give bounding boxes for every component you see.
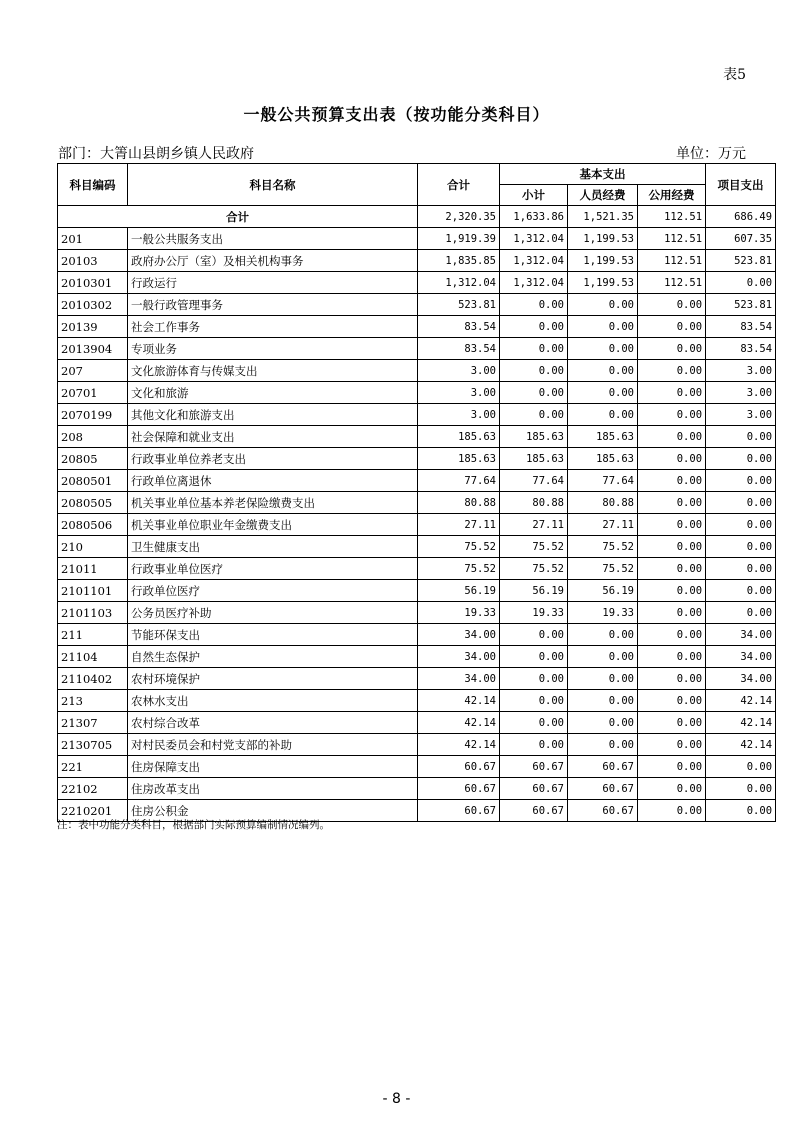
cell-project: 42.14 <box>706 712 776 734</box>
cell-code: 211 <box>58 624 128 646</box>
cell-name: 行政事业单位医疗 <box>128 558 418 580</box>
cell-personnel: 0.00 <box>568 624 638 646</box>
cell-name: 机关事业单位基本养老保险缴费支出 <box>128 492 418 514</box>
unit-label: 单位：万元 <box>676 146 746 162</box>
cell-subtotal: 60.67 <box>500 800 568 822</box>
page-number: - 8 - <box>382 1091 411 1107</box>
cell-total: 19.33 <box>418 602 500 624</box>
cell-subtotal: 75.52 <box>500 536 568 558</box>
cell-public: 0.00 <box>638 470 706 492</box>
table-row <box>58 228 776 250</box>
cell-name: 一般行政管理事务 <box>128 294 418 316</box>
cell-subtotal: 80.88 <box>500 492 568 514</box>
cell-project: 0.00 <box>706 800 776 822</box>
cell-public: 0.00 <box>638 404 706 426</box>
cell-name: 社会保障和就业支出 <box>128 426 418 448</box>
cell-project: 523.81 <box>706 294 776 316</box>
cell-subtotal: 0.00 <box>500 404 568 426</box>
table-row <box>58 536 776 558</box>
cell-total: 185.63 <box>418 448 500 470</box>
cell-public: 0.00 <box>638 316 706 338</box>
cell-public: 0.00 <box>638 778 706 800</box>
table-row <box>58 712 776 734</box>
cell-personnel: 0.00 <box>568 404 638 426</box>
cell-project: 0.00 <box>706 580 776 602</box>
cell-name: 政府办公厅（室）及相关机构事务 <box>128 250 418 272</box>
cell-total: 3.00 <box>418 360 500 382</box>
total-label: 合计 <box>58 206 418 228</box>
cell-public: 112.51 <box>638 250 706 272</box>
cell-project: 0.00 <box>706 756 776 778</box>
cell-total: 1,312.04 <box>418 272 500 294</box>
cell-project: 0.00 <box>706 492 776 514</box>
cell-total: 34.00 <box>418 668 500 690</box>
cell-subtotal: 27.11 <box>500 514 568 536</box>
cell-project: 34.00 <box>706 646 776 668</box>
table-row <box>58 778 776 800</box>
header-name: 科目名称 <box>128 164 418 206</box>
cell-name: 文化和旅游 <box>128 382 418 404</box>
cell-personnel: 75.52 <box>568 536 638 558</box>
table-row <box>58 558 776 580</box>
cell-total: 185.63 <box>418 426 500 448</box>
cell-personnel: 0.00 <box>568 338 638 360</box>
cell-code: 213 <box>58 690 128 712</box>
table-row <box>58 734 776 756</box>
table-row <box>58 382 776 404</box>
cell-name: 行政单位医疗 <box>128 580 418 602</box>
cell-code: 21011 <box>58 558 128 580</box>
cell-project: 34.00 <box>706 668 776 690</box>
table-row <box>58 756 776 778</box>
cell-total: 27.11 <box>418 514 500 536</box>
cell-personnel: 185.63 <box>568 448 638 470</box>
table-row <box>58 250 776 272</box>
cell-public: 0.00 <box>638 734 706 756</box>
table-row <box>58 272 776 294</box>
table-row <box>58 294 776 316</box>
cell-project: 34.00 <box>706 624 776 646</box>
cell-code: 2080505 <box>58 492 128 514</box>
cell-personnel: 75.52 <box>568 558 638 580</box>
header-code: 科目编码 <box>58 164 128 206</box>
cell-personnel: 0.00 <box>568 382 638 404</box>
header-total: 合计 <box>418 164 500 206</box>
cell-subtotal: 0.00 <box>500 294 568 316</box>
cell-code: 2070199 <box>58 404 128 426</box>
cell-project: 42.14 <box>706 734 776 756</box>
cell-project: 0.00 <box>706 778 776 800</box>
cell-subtotal: 0.00 <box>500 734 568 756</box>
cell-total: 60.67 <box>418 778 500 800</box>
cell-name: 行政事业单位养老支出 <box>128 448 418 470</box>
cell-public: 112.51 <box>638 228 706 250</box>
cell-code: 20139 <box>58 316 128 338</box>
cell-personnel: 0.00 <box>568 712 638 734</box>
table-row <box>58 360 776 382</box>
cell-total: 34.00 <box>418 624 500 646</box>
header-subtotal: 小计 <box>500 185 568 206</box>
cell-total: 3.00 <box>418 404 500 426</box>
cell-total: 60.67 <box>418 800 500 822</box>
cell-subtotal: 0.00 <box>500 338 568 360</box>
total-total: 2,320.35 <box>418 206 500 228</box>
cell-code: 20701 <box>58 382 128 404</box>
cell-public: 0.00 <box>638 712 706 734</box>
cell-personnel: 19.33 <box>568 602 638 624</box>
cell-total: 77.64 <box>418 470 500 492</box>
cell-name: 住房公积金 <box>128 800 418 822</box>
cell-total: 83.54 <box>418 316 500 338</box>
cell-code: 2130705 <box>58 734 128 756</box>
cell-project: 0.00 <box>706 448 776 470</box>
cell-subtotal: 77.64 <box>500 470 568 492</box>
cell-name: 机关事业单位职业年金缴费支出 <box>128 514 418 536</box>
cell-personnel: 27.11 <box>568 514 638 536</box>
cell-subtotal: 60.67 <box>500 778 568 800</box>
cell-total: 523.81 <box>418 294 500 316</box>
total-project: 686.49 <box>706 206 776 228</box>
table-row <box>58 514 776 536</box>
cell-total: 1,919.39 <box>418 228 500 250</box>
cell-subtotal: 0.00 <box>500 624 568 646</box>
cell-personnel: 185.63 <box>568 426 638 448</box>
cell-subtotal: 1,312.04 <box>500 250 568 272</box>
cell-public: 0.00 <box>638 690 706 712</box>
cell-personnel: 56.19 <box>568 580 638 602</box>
cell-total: 42.14 <box>418 734 500 756</box>
cell-name: 其他文化和旅游支出 <box>128 404 418 426</box>
cell-public: 0.00 <box>638 492 706 514</box>
cell-public: 0.00 <box>638 448 706 470</box>
cell-project: 3.00 <box>706 360 776 382</box>
cell-personnel: 1,199.53 <box>568 250 638 272</box>
cell-personnel: 77.64 <box>568 470 638 492</box>
cell-personnel: 1,199.53 <box>568 228 638 250</box>
cell-code: 2013904 <box>58 338 128 360</box>
cell-subtotal: 0.00 <box>500 360 568 382</box>
cell-public: 0.00 <box>638 338 706 360</box>
cell-personnel: 60.67 <box>568 756 638 778</box>
header-personnel: 人员经费 <box>568 185 638 206</box>
cell-total: 42.14 <box>418 712 500 734</box>
cell-name: 社会工作事务 <box>128 316 418 338</box>
cell-project: 42.14 <box>706 690 776 712</box>
total-row <box>58 206 776 228</box>
cell-name: 一般公共服务支出 <box>128 228 418 250</box>
table-row <box>58 448 776 470</box>
cell-subtotal: 1,312.04 <box>500 228 568 250</box>
header-project: 项目支出 <box>706 164 776 206</box>
cell-subtotal: 185.63 <box>500 448 568 470</box>
cell-project: 83.54 <box>706 316 776 338</box>
cell-subtotal: 19.33 <box>500 602 568 624</box>
cell-project: 0.00 <box>706 272 776 294</box>
cell-name: 行政运行 <box>128 272 418 294</box>
table-row <box>58 668 776 690</box>
cell-total: 42.14 <box>418 690 500 712</box>
cell-total: 3.00 <box>418 382 500 404</box>
cell-name: 农村环境保护 <box>128 668 418 690</box>
cell-code: 2101101 <box>58 580 128 602</box>
cell-name: 对村民委员会和村党支部的补助 <box>128 734 418 756</box>
table-row <box>58 338 776 360</box>
cell-name: 专项业务 <box>128 338 418 360</box>
table-row <box>58 316 776 338</box>
table-row <box>58 580 776 602</box>
cell-personnel: 0.00 <box>568 646 638 668</box>
cell-project: 0.00 <box>706 426 776 448</box>
cell-total: 75.52 <box>418 558 500 580</box>
cell-project: 0.00 <box>706 602 776 624</box>
table-row <box>58 646 776 668</box>
cell-total: 56.19 <box>418 580 500 602</box>
cell-code: 2080501 <box>58 470 128 492</box>
footnote: 注：表中功能分类科目，根据部门实际预算编制情况编列。 <box>57 819 330 831</box>
cell-code: 2010302 <box>58 294 128 316</box>
table-number: 表5 <box>723 67 746 83</box>
cell-subtotal: 185.63 <box>500 426 568 448</box>
cell-public: 0.00 <box>638 756 706 778</box>
cell-subtotal: 0.00 <box>500 712 568 734</box>
cell-name: 公务员医疗补助 <box>128 602 418 624</box>
cell-personnel: 0.00 <box>568 734 638 756</box>
cell-public: 0.00 <box>638 646 706 668</box>
cell-code: 2101103 <box>58 602 128 624</box>
cell-subtotal: 0.00 <box>500 382 568 404</box>
cell-name: 自然生态保护 <box>128 646 418 668</box>
cell-name: 住房保障支出 <box>128 756 418 778</box>
cell-total: 34.00 <box>418 646 500 668</box>
cell-public: 0.00 <box>638 514 706 536</box>
cell-name: 节能环保支出 <box>128 624 418 646</box>
cell-code: 208 <box>58 426 128 448</box>
cell-name: 文化旅游体育与传媒支出 <box>128 360 418 382</box>
cell-public: 112.51 <box>638 272 706 294</box>
cell-subtotal: 0.00 <box>500 690 568 712</box>
cell-project: 0.00 <box>706 514 776 536</box>
cell-code: 20103 <box>58 250 128 272</box>
cell-total: 1,835.85 <box>418 250 500 272</box>
cell-name: 住房改革支出 <box>128 778 418 800</box>
table-row <box>58 470 776 492</box>
cell-personnel: 80.88 <box>568 492 638 514</box>
cell-name: 农村综合改革 <box>128 712 418 734</box>
cell-personnel: 0.00 <box>568 668 638 690</box>
cell-subtotal: 75.52 <box>500 558 568 580</box>
cell-subtotal: 0.00 <box>500 668 568 690</box>
total-public: 112.51 <box>638 206 706 228</box>
cell-code: 21307 <box>58 712 128 734</box>
cell-subtotal: 56.19 <box>500 580 568 602</box>
cell-public: 0.00 <box>638 624 706 646</box>
cell-public: 0.00 <box>638 426 706 448</box>
cell-public: 0.00 <box>638 800 706 822</box>
cell-code: 22102 <box>58 778 128 800</box>
cell-code: 21104 <box>58 646 128 668</box>
cell-public: 0.00 <box>638 558 706 580</box>
cell-public: 0.00 <box>638 536 706 558</box>
cell-public: 0.00 <box>638 668 706 690</box>
cell-total: 60.67 <box>418 756 500 778</box>
cell-code: 207 <box>58 360 128 382</box>
cell-project: 3.00 <box>706 404 776 426</box>
table-header <box>58 164 776 206</box>
cell-subtotal: 60.67 <box>500 756 568 778</box>
cell-project: 607.35 <box>706 228 776 250</box>
cell-project: 83.54 <box>706 338 776 360</box>
cell-total: 80.88 <box>418 492 500 514</box>
cell-personnel: 1,199.53 <box>568 272 638 294</box>
table-body <box>58 206 776 822</box>
cell-personnel: 0.00 <box>568 294 638 316</box>
cell-subtotal: 0.00 <box>500 316 568 338</box>
cell-personnel: 0.00 <box>568 690 638 712</box>
table-row <box>58 624 776 646</box>
budget-table <box>57 163 776 822</box>
cell-total: 75.52 <box>418 536 500 558</box>
table-row <box>58 404 776 426</box>
header-basic: 基本支出 <box>500 164 706 185</box>
cell-code: 2110402 <box>58 668 128 690</box>
cell-personnel: 0.00 <box>568 316 638 338</box>
cell-project: 0.00 <box>706 558 776 580</box>
total-personnel: 1,521.35 <box>568 206 638 228</box>
cell-subtotal: 1,312.04 <box>500 272 568 294</box>
cell-public: 0.00 <box>638 360 706 382</box>
page-title: 一般公共预算支出表（按功能分类科目） <box>243 105 550 124</box>
cell-name: 行政单位离退休 <box>128 470 418 492</box>
cell-project: 0.00 <box>706 470 776 492</box>
cell-code: 201 <box>58 228 128 250</box>
cell-project: 0.00 <box>706 536 776 558</box>
department-label: 部门：大箐山县朗乡镇人民政府 <box>58 146 254 162</box>
cell-personnel: 60.67 <box>568 800 638 822</box>
cell-code: 210 <box>58 536 128 558</box>
cell-subtotal: 0.00 <box>500 646 568 668</box>
table-row <box>58 690 776 712</box>
cell-name: 卫生健康支出 <box>128 536 418 558</box>
cell-name: 农林水支出 <box>128 690 418 712</box>
cell-code: 20805 <box>58 448 128 470</box>
cell-public: 0.00 <box>638 602 706 624</box>
cell-total: 83.54 <box>418 338 500 360</box>
cell-personnel: 60.67 <box>568 778 638 800</box>
cell-code: 221 <box>58 756 128 778</box>
table-row <box>58 602 776 624</box>
cell-code: 2080506 <box>58 514 128 536</box>
cell-project: 3.00 <box>706 382 776 404</box>
total-subtotal: 1,633.86 <box>500 206 568 228</box>
cell-public: 0.00 <box>638 294 706 316</box>
cell-code: 2010301 <box>58 272 128 294</box>
cell-code: 2210201 <box>58 800 128 822</box>
table-row <box>58 426 776 448</box>
cell-project: 523.81 <box>706 250 776 272</box>
cell-personnel: 0.00 <box>568 360 638 382</box>
header-public: 公用经费 <box>638 185 706 206</box>
cell-public: 0.00 <box>638 580 706 602</box>
cell-public: 0.00 <box>638 382 706 404</box>
table-row <box>58 492 776 514</box>
